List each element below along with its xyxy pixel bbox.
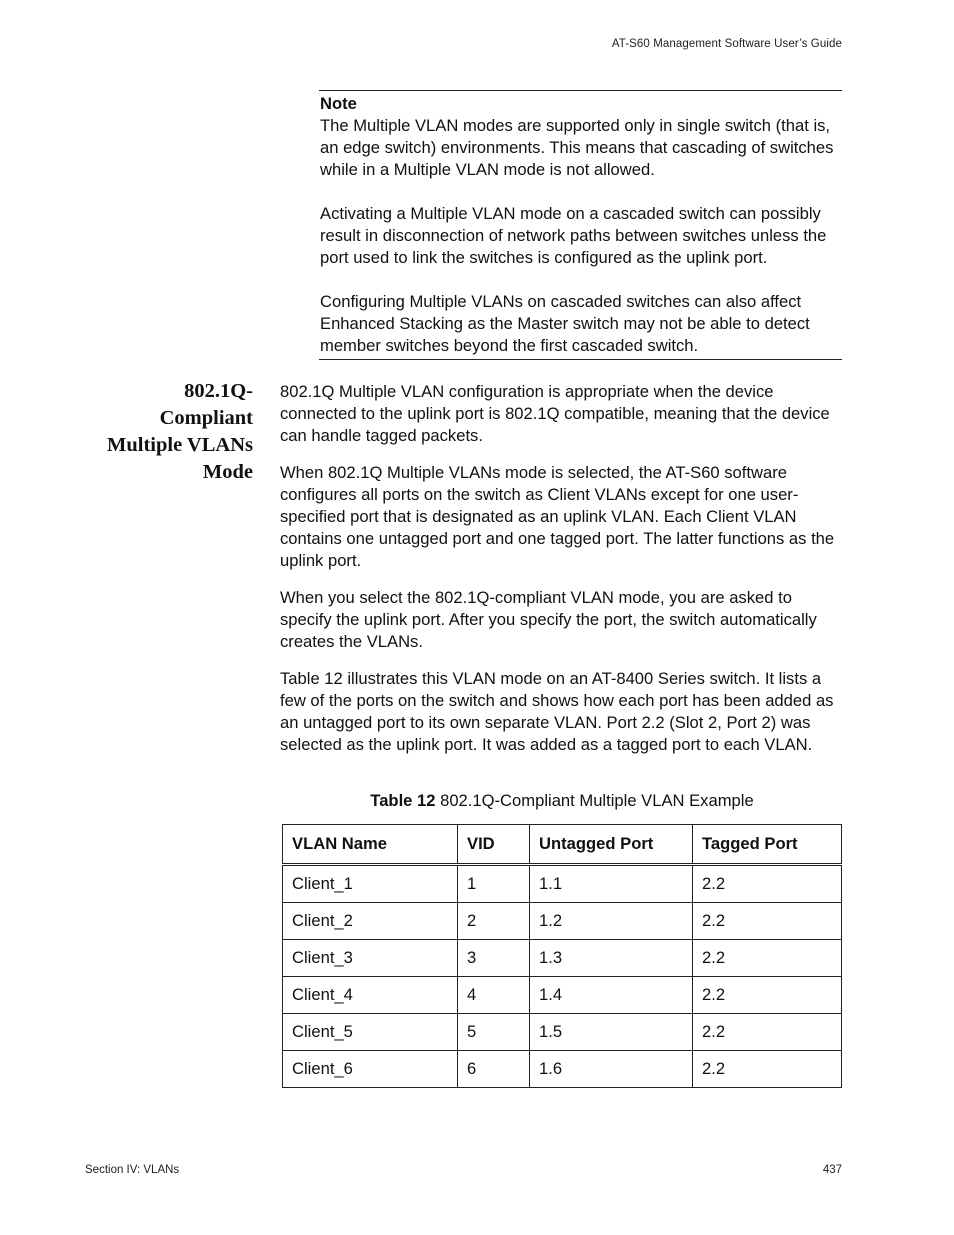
section-body (280, 381, 842, 771)
note-paragraph: Configuring Multiple VLANs on cascaded switches can also affect Enhanced Stacking as the Master switch may not be able to detect member switches beyond the first cascaded switch. (320, 292, 810, 355)
column-header-tagged-port: Tagged Port (693, 825, 842, 865)
cell-vlan-name: Client_2 (283, 903, 458, 940)
section-heading-line: Multiple VLANs (107, 434, 253, 456)
cell-vid: 3 (458, 940, 530, 977)
section-heading-line: Compliant (159, 407, 253, 429)
column-header-untagged-port: Untagged Port (530, 825, 693, 865)
cell-untagged-port: 1.4 (530, 977, 693, 1014)
cell-untagged-port: 1.5 (530, 1014, 693, 1051)
table-row (283, 903, 842, 940)
cell-tagged-port: 2.2 (693, 1014, 842, 1051)
vlan-table (282, 824, 842, 1088)
table-row (283, 977, 842, 1014)
table-caption-label: Table 12 (370, 791, 436, 810)
cell-vid: 6 (458, 1051, 530, 1088)
table-caption-text: 802.1Q-Compliant Multiple VLAN Example (435, 791, 754, 810)
section-heading (60, 378, 253, 486)
cell-tagged-port: 2.2 (693, 940, 842, 977)
cell-untagged-port: 1.1 (530, 865, 693, 903)
table-row (283, 940, 842, 977)
cell-vid: 1 (458, 865, 530, 903)
column-header-vid: VID (458, 825, 530, 865)
cell-untagged-port: 1.2 (530, 903, 693, 940)
cell-vlan-name: Client_5 (283, 1014, 458, 1051)
body-paragraph: Table 12 illustrates this VLAN mode on an AT-8400 Series switch. It lists a few of the ports on the switch and shows how each port has been added as an untagged port to its own separate VLAN. Port 2.2 (Slot 2, Port 2) was selected as the uplink port. It was added as a tagged port to each VLAN. (280, 669, 834, 754)
table-row (283, 1014, 842, 1051)
cell-untagged-port: 1.6 (530, 1051, 693, 1088)
body-paragraph: 802.1Q Multiple VLAN configuration is appropriate when the device connected to the uplink port is 802.1Q compatible, meaning that the device can handle tagged packets. (280, 382, 830, 445)
section-heading-line: Mode (202, 461, 253, 483)
cell-tagged-port: 2.2 (693, 977, 842, 1014)
page-number: 437 (822, 1164, 842, 1176)
cell-vid: 2 (458, 903, 530, 940)
note-paragraph: Activating a Multiple VLAN mode on a cascaded switch can possibly result in disconnection of network paths between switches unless the port used to link the switches is configured as the uplink port. (320, 204, 827, 267)
column-header-vlan-name: VLAN Name (283, 825, 458, 865)
cell-vlan-name: Client_1 (283, 865, 458, 903)
table-caption (282, 790, 842, 812)
body-paragraph: When you select the 802.1Q-compliant VLAN mode, you are asked to specify the uplink port. After you specify the port, the switch automatically creates the VLANs. (280, 588, 817, 651)
footer-section: Section IV: VLANs (85, 1164, 180, 1176)
note-box (319, 90, 842, 360)
table-header-row (283, 825, 842, 865)
running-header: AT-S60 Management Software User’s Guide (611, 38, 842, 50)
cell-untagged-port: 1.3 (530, 940, 693, 977)
cell-tagged-port: 2.2 (693, 865, 842, 903)
body-paragraph: When 802.1Q Multiple VLANs mode is selected, the AT-S60 software configures all ports on the switch as Client VLANs except for one user-specified port that is designated as an uplink VLAN. Each Client VLAN contains one untagged port and one tagged port. The latter functions as the uplink port. (280, 463, 835, 570)
cell-vid: 5 (458, 1014, 530, 1051)
cell-vlan-name: Client_3 (283, 940, 458, 977)
cell-vlan-name: Client_6 (283, 1051, 458, 1088)
note-paragraph: The Multiple VLAN modes are supported only in single switch (that is, an edge switch) environments. This means that cascading of switches while in a Multiple VLAN mode is not allowed. (320, 116, 834, 179)
note-title: Note (320, 94, 357, 113)
cell-tagged-port: 2.2 (693, 1051, 842, 1088)
cell-vid: 4 (458, 977, 530, 1014)
section-heading-line: 802.1Q- (184, 380, 253, 402)
cell-vlan-name: Client_4 (283, 977, 458, 1014)
table-row (283, 865, 842, 903)
cell-tagged-port: 2.2 (693, 903, 842, 940)
table-row (283, 1051, 842, 1088)
